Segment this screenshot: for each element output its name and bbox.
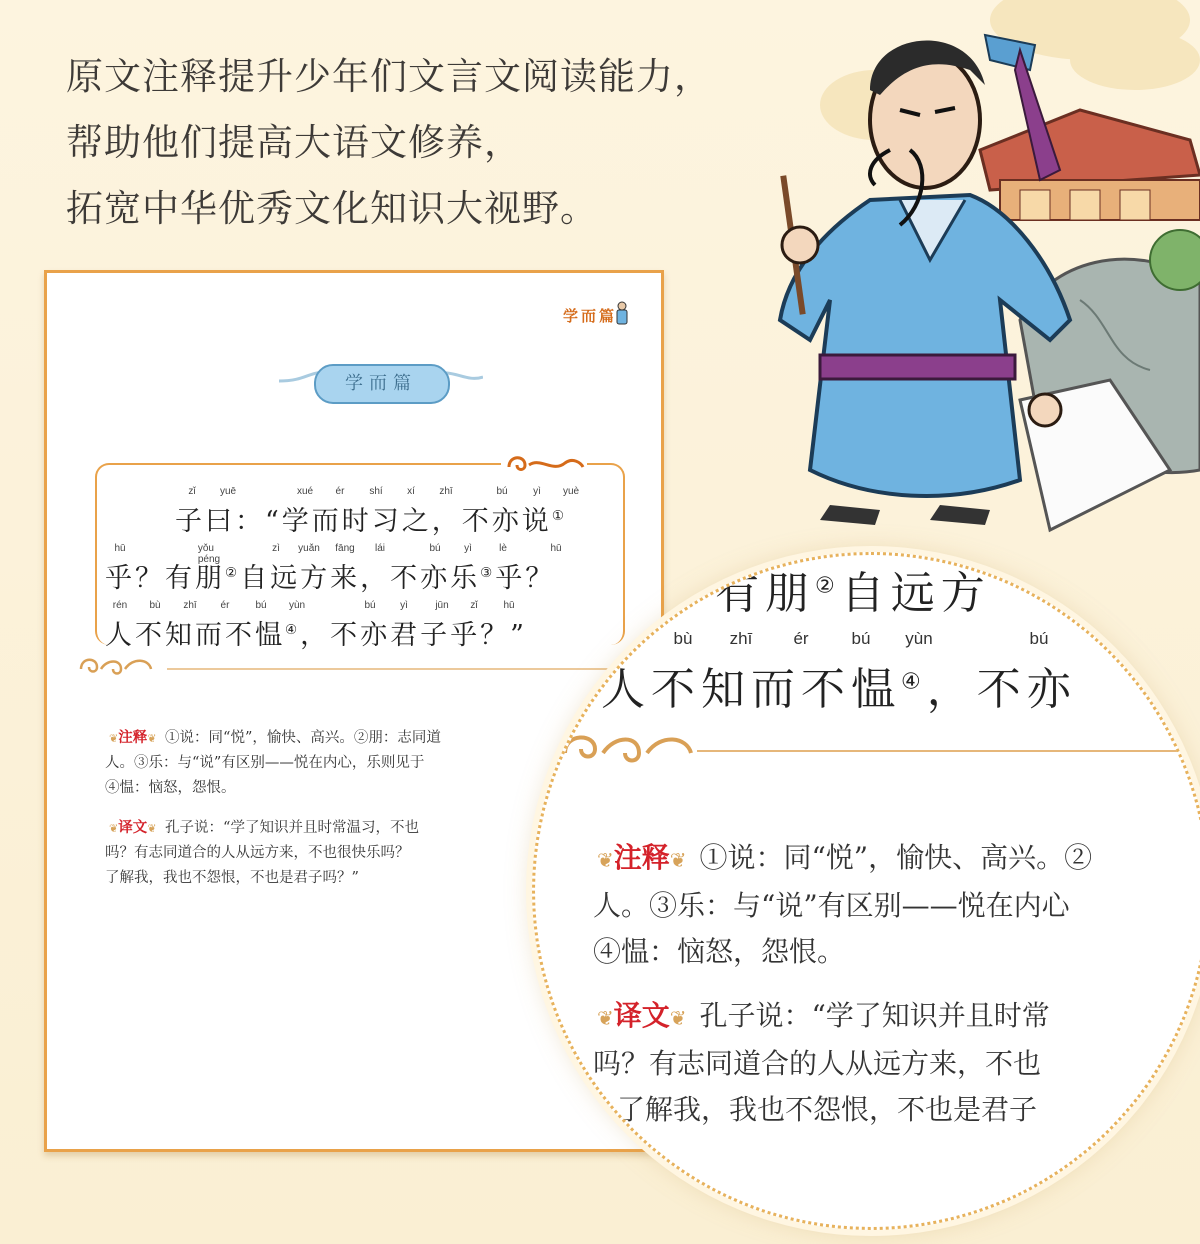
headline-line-3: 拓宽中华优秀文化知识大视野。 <box>66 187 598 230</box>
pinyin: bù <box>149 600 161 611</box>
verse-line-3: 人不知而不愠④，不亦君子乎？” <box>105 620 527 651</box>
pinyin: yì <box>533 486 541 497</box>
pinyin: yuǎn <box>298 543 320 554</box>
pinyin: yì <box>464 543 472 554</box>
mag-notes-line-3: ④愠：恼怒，怨恨。 <box>593 935 846 968</box>
pinyin: jūn <box>435 600 449 611</box>
pinyin: yì <box>400 600 408 611</box>
headline-line-2: 帮助他们提高大语文修养， <box>66 121 522 164</box>
pinyin: bú <box>255 600 267 611</box>
mag-notes-line-2: 人。③乐：与“说”有区别——悦在内心 <box>593 889 1070 922</box>
pinyin: yuè <box>562 486 580 497</box>
notes-line-2: 人。③乐：与“说”有区别——悦在内心，乐则见于 <box>105 755 425 771</box>
mag-top-line: 有朋②自远方 <box>715 568 991 619</box>
annotation-block <box>105 725 605 891</box>
mag-verse-line: 人不知而不愠④，不亦 <box>601 664 1077 715</box>
pinyin: yǒu péng <box>197 543 221 565</box>
running-head: 学而篇 <box>562 307 617 325</box>
pinyin: fāng <box>335 543 355 554</box>
chapter-title: 学而篇 <box>345 373 417 394</box>
mag-cloud-divider <box>557 723 1200 773</box>
magnifier-circle: 有朋②自远方 bù zhī ér bú yùn bú 人不知而不愠④，不亦 ❦ 注释 ❦ ①说：同“悦”，愉快、高兴。② 人。③乐：与“说”有区别——悦在内心 ④愠：恼怒，怨恨。 ❦ 译文 ❦ 孔子说：“学了知识并且时常 吗？有志同道合的人从远方来，不也 了解我，我也不怨恨，不也是君子 <box>532 552 1200 1230</box>
pinyin: rén <box>112 600 128 611</box>
pinyin: zhī <box>439 486 453 497</box>
mag-translation-line-2: 吗？有志同道合的人从远方来，不也 <box>593 1047 1042 1080</box>
pinyin: zhī <box>183 600 197 611</box>
pinyin: xí <box>407 486 415 497</box>
pinyin: yùn <box>288 600 306 611</box>
pinyin: lái <box>374 543 386 554</box>
pinyin: zì <box>272 543 280 554</box>
pinyin: lè <box>499 543 507 554</box>
pinyin: zǐ <box>188 486 196 497</box>
mag-notes-line-1: ❦ 注释 ❦ ①说：同“悦”，愉快、高兴。② <box>593 833 1092 885</box>
scholar-icon <box>615 301 629 325</box>
pinyin: bú <box>429 543 441 554</box>
notes-line-1: ❦ 注释 ❦ ①说：同“悦”，愉快、高兴。②朋：志同道 <box>105 725 605 751</box>
pinyin: zǐ <box>470 600 478 611</box>
pinyin: bú <box>496 486 508 497</box>
verse-line-2: 乎？有朋②自远方来，不亦乐③乎？ <box>105 563 556 594</box>
notes-line-3: ④愠：恼怒，怨恨。 <box>105 780 236 796</box>
confucius-illustration <box>750 0 1200 560</box>
pinyin: hū <box>114 543 126 554</box>
pinyin: ér <box>220 600 230 611</box>
pinyin: shí <box>369 486 383 497</box>
mag-translation-line-1: ❦ 译文 ❦ 孔子说：“学了知识并且时常 <box>593 991 1050 1043</box>
translation-tag: ❦ 译文 ❦ <box>105 815 160 841</box>
translation-line-3: 了解我，我也不怨恨，不也是君子吗？” <box>105 870 359 886</box>
pinyin: ér <box>335 486 345 497</box>
pinyin: yuē <box>219 486 237 497</box>
headline-line-1: 原文注释提升少年们文言文阅读能力， <box>66 55 712 98</box>
mag-translation-line-3: 了解我，我也不怨恨，不也是君子 <box>617 1093 1038 1126</box>
pinyin: hū <box>550 543 562 554</box>
notes-tag: ❦ 注释 ❦ <box>105 725 160 751</box>
headline <box>66 44 712 242</box>
translation-line-1: ❦ 译文 ❦ 孔子说：“学了知识并且时常温习，不也 <box>105 815 605 841</box>
pavilion-roof <box>980 110 1200 220</box>
translation-line-2: 吗？有志同道合的人从远方来，不也很快乐吗？ <box>105 845 410 861</box>
pinyin: xué <box>296 486 314 497</box>
swirl-ornament <box>501 449 587 479</box>
pinyin: hū <box>503 600 515 611</box>
pinyin: bú <box>364 600 376 611</box>
verse-line-1: 子曰：“学而时习之，不亦说① <box>175 506 567 537</box>
